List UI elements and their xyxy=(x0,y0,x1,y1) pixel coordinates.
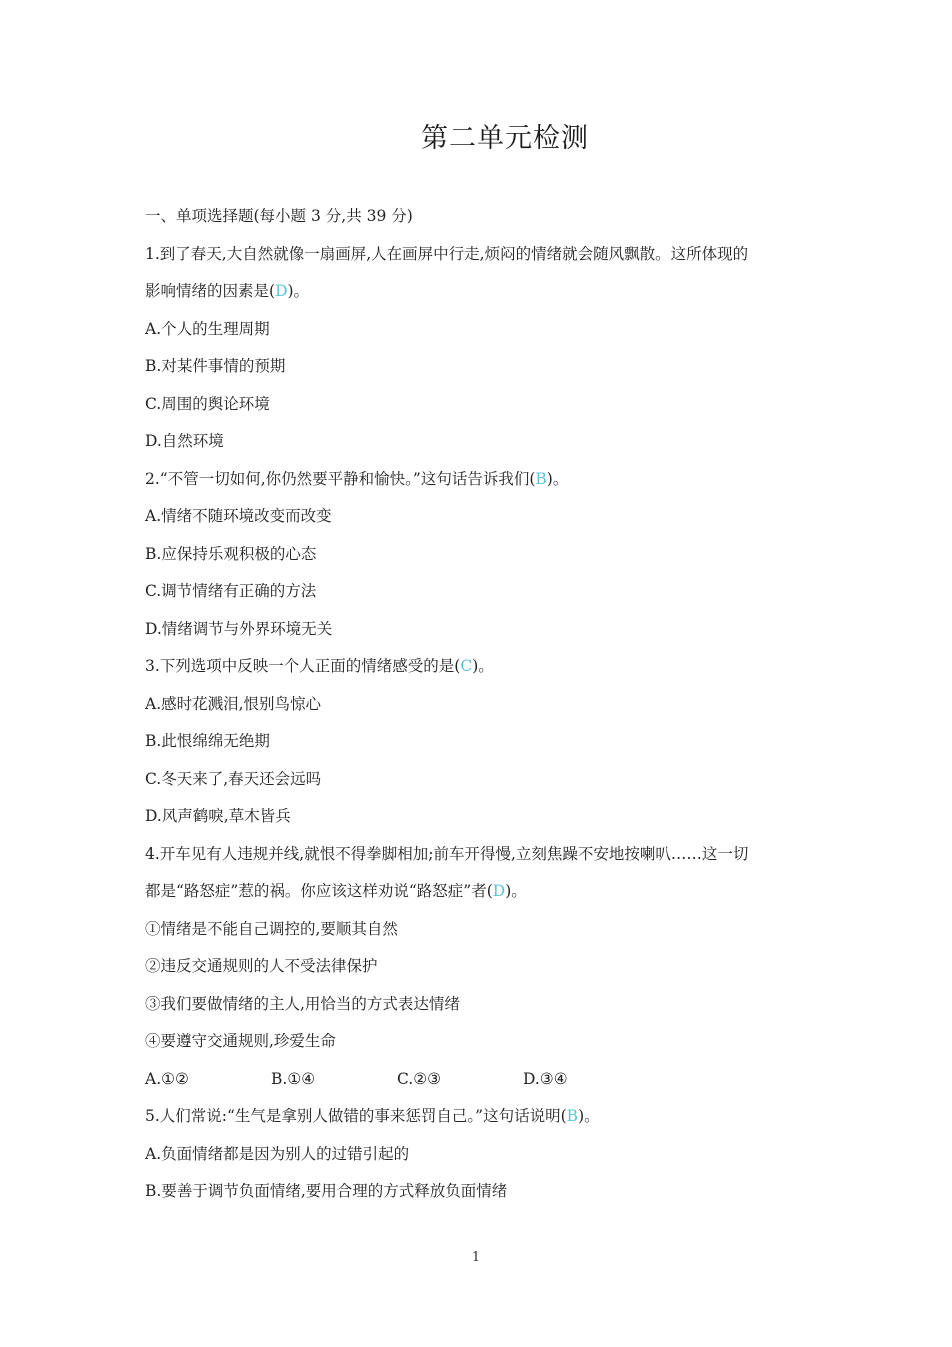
question-3-option-c: C.冬天来了,春天还会远吗 xyxy=(145,769,322,788)
question-3 xyxy=(145,648,825,836)
question-1-stem-line-2: 影响情绪的因素是(D)。 xyxy=(145,282,310,300)
section-heading: 一、单项选择题(每小题 3 分,共 39 分) xyxy=(145,207,413,225)
question-5 xyxy=(145,1098,825,1211)
question-3-option-b: B.此恨绵绵无绝期 xyxy=(145,732,270,750)
question-2-stem-line-1: 2.“不管一切如何,你仍然要平静和愉快。”这句话告诉我们(B)。 xyxy=(145,469,569,488)
question-1-answer: D xyxy=(275,282,288,300)
document-content xyxy=(145,198,825,1211)
question-4-statement-1: ①情绪是不能自己调控的,要顺其自然 xyxy=(145,919,398,938)
question-1-stem-line-1: 1.到了春天,大自然就像一扇画屏,人在画屏中行走,烦闷的情绪就会随风飘散。这所体现的 xyxy=(145,244,749,263)
question-3-option-a: A.感时花溅泪,恨别鸟惊心 xyxy=(145,694,322,713)
question-1-option-d: D.自然环境 xyxy=(145,432,224,450)
document-title: 第二单元检测 xyxy=(421,123,589,154)
question-5-stem-line-1: 5.人们常说:“生气是拿别人做错的事来惩罚自己。”这句话说明(B)。 xyxy=(145,1107,600,1125)
question-4-answer: D xyxy=(492,882,506,900)
question-4-statement-2: ②违反交通规则的人不受法律保护 xyxy=(145,957,378,975)
question-4-statement-4: ④要遵守交通规则,珍爱生命 xyxy=(145,1032,336,1050)
question-4 xyxy=(145,836,825,1099)
question-4-stem-line-2: 都是“路怒症”惹的祸。你应该这样劝说“路怒症”者(D)。 xyxy=(145,882,527,900)
question-1-option-c: C.周围的舆论环境 xyxy=(145,394,270,413)
question-1 xyxy=(145,236,825,461)
question-4-choice-a: A.①② xyxy=(145,1069,189,1088)
question-4-stem-line-1: 4.开车见有人违规并线,就恨不得拳脚相加;前车开得慢,立刻焦躁不安地按喇叭……这一切 xyxy=(145,844,749,863)
question-5-option-a: A.负面情绪都是因为别人的过错引起的 xyxy=(145,1144,410,1163)
question-3-answer: C xyxy=(460,657,473,675)
question-3-stem-line-1: 3.下列选项中反映一个人正面的情绪感受的是(C)。 xyxy=(145,657,494,675)
question-4-choice-c: C.②③ xyxy=(397,1069,442,1088)
question-2-option-b: B.应保持乐观积极的心态 xyxy=(145,544,317,563)
question-4-choice-b: B.①④ xyxy=(271,1069,316,1088)
question-2-option-d: D.情绪调节与外界环境无关 xyxy=(145,619,333,638)
question-4-choice-d: D.③④ xyxy=(523,1069,568,1088)
page-number: 1 xyxy=(471,1250,481,1265)
question-1-option-a: A.个人的生理周期 xyxy=(145,319,270,338)
question-5-option-b: B.要善于调节负面情绪,要用合理的方式释放负面情绪 xyxy=(145,1182,508,1200)
question-2-option-c: C.调节情绪有正确的方法 xyxy=(145,582,317,600)
question-1-option-b: B.对某件事情的预期 xyxy=(145,357,286,375)
question-3-option-d: D.风声鹤唳,草木皆兵 xyxy=(145,807,291,825)
question-5-answer: B xyxy=(566,1107,579,1125)
question-4-statement-3: ③我们要做情绪的主人,用恰当的方式表达情绪 xyxy=(145,994,460,1013)
question-2-answer: B xyxy=(535,469,547,488)
question-4-choices xyxy=(145,1061,825,1099)
question-2-option-a: A.情绪不随环境改变而改变 xyxy=(145,507,332,525)
question-2 xyxy=(145,461,825,649)
